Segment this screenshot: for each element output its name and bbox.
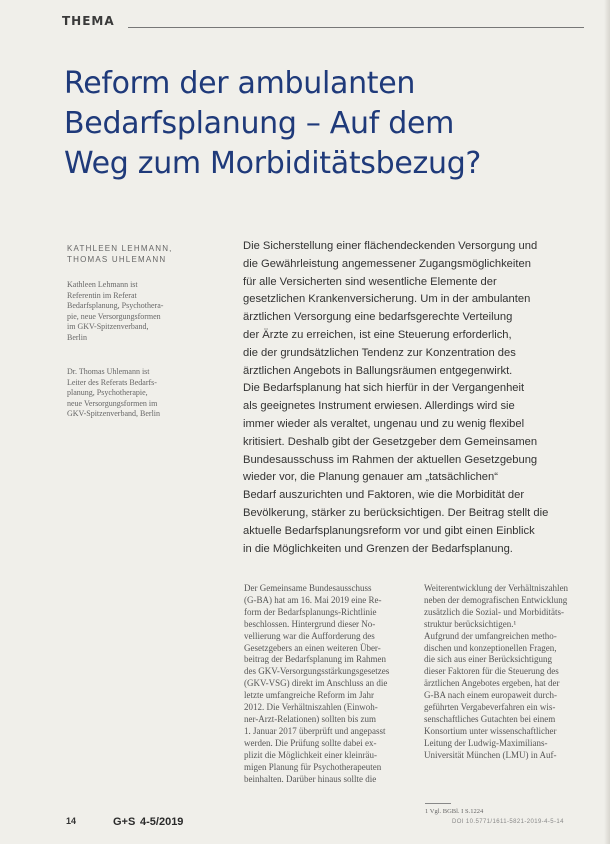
lead-paragraph <box>243 238 583 558</box>
title-line: Reform der ambulanten <box>64 66 416 101</box>
lead-line: ärztlichen Versorgung eine bedarfsgerechte Verteilung <box>243 311 513 324</box>
bio-line: Kathleen Lehmann ist <box>67 280 138 289</box>
body-line: beinhalten. Darüber hinaus sollte die <box>244 773 377 784</box>
body-line: migen Planung für Psychotherapeuten <box>244 761 382 772</box>
lead-line: Bundesausschuss im Rahmen der aktuellen Gesetzgebung <box>243 453 538 466</box>
bio-line: planung, Psychotherapie, <box>67 388 148 397</box>
author-line: KATHLEEN LEHMANN, <box>67 244 173 253</box>
author-line: THOMAS UHLEMANN <box>67 255 167 264</box>
article-title <box>64 64 584 184</box>
lead-line: Bedarf auszurichten und Faktoren, wie die Morbidität der <box>243 489 525 502</box>
bio-line: pie, neue Versorgungsformen <box>67 311 161 321</box>
body-line: des GKV-Versorgungsstärkungsgesetzes <box>244 666 390 677</box>
lead-line: immer wieder als veraltet, ungenau und zu wenig flexibel <box>243 417 525 430</box>
body-line: Weiterentwicklung der Verhältniszahlen <box>424 583 569 593</box>
lead-line: die der grundsätzlichen Tendenz zur Konzentration des <box>243 346 516 359</box>
body-line: dieser Faktoren für die Steuerung des <box>424 666 559 677</box>
journal-name: G+S <box>113 816 136 828</box>
body-line: struktur berücksichtigen.¹ <box>424 618 517 629</box>
body-line: (G-BA) hat am 16. Mai 2019 eine Re- <box>244 594 382 605</box>
lead-line: Die Bedarfsplanung hat sich hierfür in der Vergangenheit <box>243 382 525 395</box>
author-bio-uhlemann <box>67 367 212 420</box>
doi-label: DOI 10.5771/1611-5821-2019-4-5-14 <box>452 819 564 825</box>
lead-line: als geeignetes Instrument erwiesen. Allerdings wird sie <box>243 400 515 413</box>
body-line: beitrag der Bedarfsplanung im Rahmen <box>244 654 386 665</box>
body-line: letzte umfangreiche Reform im Jahr <box>244 690 374 701</box>
page-number: 14 <box>66 816 77 826</box>
body-line: Universität München (LMU) in Auf- <box>424 749 557 760</box>
bio-line: Referentin im Referat <box>67 290 137 300</box>
author-bio-lehmann <box>67 280 212 343</box>
body-line: ner-Arzt-Relationen) sollten bis zum <box>244 713 377 724</box>
title-line: Bedarfsplanung – Auf dem <box>64 106 455 141</box>
footnote-rule <box>425 803 451 804</box>
page-edge-shadow <box>604 0 610 844</box>
body-line: vellierung war die Aufforderung des <box>244 630 375 641</box>
lead-line: gesetzlichen Krankenversicherung. Um in der ambulanten <box>243 293 531 306</box>
body-line: ärztlichen Angebotes ergeben, hat der <box>424 678 560 689</box>
body-line: plizit die Möglichkeit einer kleinräu- <box>244 749 377 760</box>
body-line: werden. Die Prüfung sollte dabei ex- <box>244 737 377 748</box>
footnote: 1 Vgl. BGBl. I S.1224 <box>425 808 484 815</box>
bio-line: Berlin <box>67 332 87 342</box>
body-line: (GKV-VSG) direkt im Anschluss an die <box>244 678 388 689</box>
body-line: Gesetzgebers an einen weiteren Über- <box>244 642 381 653</box>
lead-line: der Ärzte zu erreichen, ist eine Steuerung erforderlich, <box>243 328 512 341</box>
lead-line: in die Möglichkeiten und Grenzen der Bedarfsplanung. <box>243 542 513 555</box>
lead-line: für alle Versicherten sind wesentliche Elemente der <box>243 275 497 288</box>
body-column-right <box>424 583 592 762</box>
bio-line: im GKV-Spitzenverband, <box>67 322 149 331</box>
lead-line: aktuelle Bedarfsplanungsreform vor und gibt einen Einblick <box>243 524 535 537</box>
body-line: G-BA nach einem europaweit durch- <box>424 690 557 701</box>
section-label: THEMA <box>62 14 115 28</box>
body-line: 2012. Die Verhältniszahlen (Einwoh- <box>244 702 378 713</box>
body-line: senschaftliches Gutachten bei einem <box>424 713 556 724</box>
bio-line: GKV-Spitzenverband, Berlin <box>67 409 161 418</box>
issue-number: 4-5/2019 <box>140 816 184 828</box>
lead-line: Die Sicherstellung einer flächendeckenden Versorgung und <box>243 240 538 252</box>
body-line: Konsortium unter wissenschaftlicher <box>424 725 557 736</box>
section-rule <box>128 27 584 28</box>
bio-line: Dr. Thomas Uhlemann ist <box>67 367 150 376</box>
bio-line: Leiter des Referats Bedarfs- <box>67 377 157 387</box>
lead-line: Bevölkerung, stärker zu berücksichtigen. Der Beitrag stellt die <box>243 506 549 519</box>
body-line: geführten Vergabeverfahren ein wis- <box>424 702 556 713</box>
lead-line: kritisiert. Deshalb gibt der Gesetzgeber dem Gemeinsamen <box>243 435 538 448</box>
body-column-left <box>244 583 412 785</box>
body-line: neben der demografischen Entwicklung <box>424 594 568 605</box>
bio-line: Bedarfsplanung, Psychothera- <box>67 301 164 310</box>
lead-line: ärztlichen Angebots in Ballungsräumen entgegenwirkt. <box>243 364 513 377</box>
body-line: dischen und konzeptionellen Fragen, <box>424 642 557 653</box>
title-line: Weg zum Morbiditätsbezug? <box>64 146 482 181</box>
body-line: form der Bedarfsplanungs-Richtlinie <box>244 606 377 617</box>
lead-line: die Gewährleistung angemessener Zugangsmöglichkeiten <box>243 257 531 270</box>
body-line: beschlossen. Hintergrund dieser No- <box>244 618 376 629</box>
author-names <box>67 243 173 265</box>
body-line: 1. Januar 2017 überprüft und angepasst <box>244 725 386 736</box>
body-line: zusätzlich die Sozial- und Morbiditäts- <box>424 606 564 617</box>
bio-line: neue Versorgungsformen im <box>67 398 158 408</box>
lead-line: wieder vor, die Planung genauer am „tatsächlichen“ <box>243 471 498 484</box>
body-line: die sich aus einer Berücksichtigung <box>424 654 552 665</box>
body-line: Leitung der Ludwig-Maximilians- <box>424 737 548 748</box>
body-line: Aufgrund der umfangreichen metho- <box>424 630 557 641</box>
body-line: Der Gemeinsame Bundesausschuss <box>244 583 372 593</box>
